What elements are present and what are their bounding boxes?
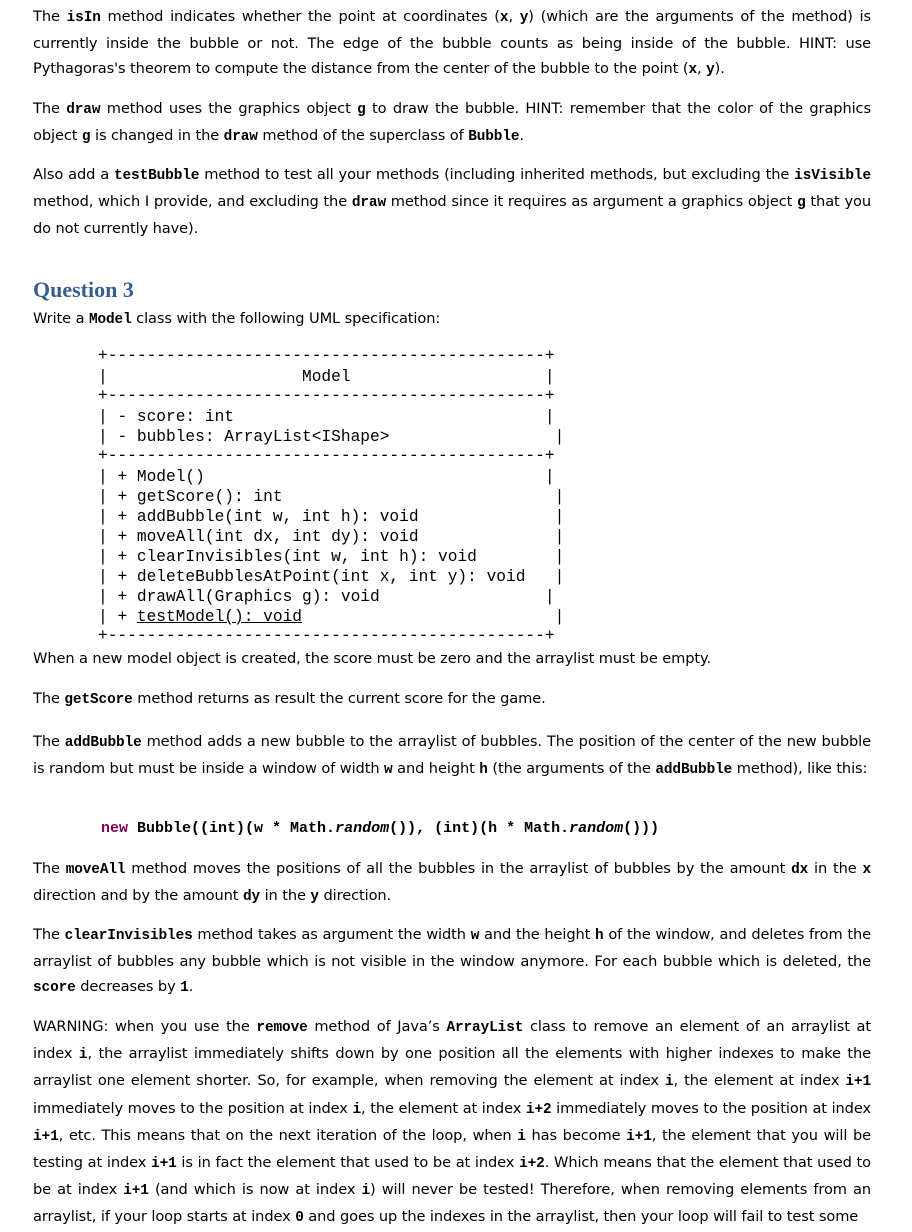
- code-i: i: [352, 1101, 362, 1118]
- text: method, which I provide, and excluding the: [33, 193, 352, 211]
- code-method: random: [569, 820, 624, 837]
- code-zero: 0: [295, 1210, 304, 1227]
- uml-method-row: | + drawAll(Graphics g): void |: [98, 588, 555, 606]
- text: , the element at index: [673, 1072, 846, 1090]
- code-i: i: [665, 1074, 674, 1091]
- text: that you do not currently have).: [33, 193, 871, 238]
- text: has become: [525, 1126, 627, 1144]
- code-i: i: [361, 1183, 370, 1200]
- code-clearinvisibles: clearInvisibles: [64, 928, 193, 944]
- code-w: w: [470, 928, 480, 944]
- text: , the element at index: [361, 1099, 526, 1117]
- uml-field-row: | - score: int |: [98, 408, 555, 426]
- text: (and which is now at index: [148, 1181, 362, 1199]
- code-score: score: [33, 980, 76, 997]
- uml-method-row: | + getScore(): int |: [98, 488, 565, 506]
- text: The: [33, 690, 65, 707]
- text: ) will never be tested! Therefore, when removing elements from an arraylist, if your loop starts at index: [33, 1181, 871, 1226]
- code-h: h: [479, 762, 488, 779]
- uml-method: + clearInvisibles(int w, int h): void: [117, 548, 477, 566]
- code-i-plus-1: i+1: [626, 1128, 652, 1145]
- code-part: ()), (int)(h * Math.: [389, 820, 570, 837]
- text: The: [33, 926, 65, 943]
- text: method to test all your methods (including inherited methods, but excluding the: [199, 166, 795, 183]
- text: decreases by: [75, 978, 181, 996]
- code-i-plus-1: i+1: [123, 1183, 149, 1200]
- code-g: g: [81, 129, 91, 146]
- code-draw: draw: [351, 195, 387, 212]
- paragraph-warning: [33, 1014, 871, 1232]
- text: ,: [508, 8, 520, 25]
- text: and height: [392, 760, 480, 778]
- code-draw: draw: [66, 102, 101, 118]
- code-i: i: [78, 1047, 88, 1064]
- uml-border-top: +---------------------------------------------+: [98, 347, 555, 365]
- code-y: y: [706, 62, 715, 79]
- text: . Which means that the element that used to be at index: [33, 1154, 871, 1199]
- text: of the window, and deletes from the arraylist of bubbles any bubble which is not visible in the window anymore. For each bubble which is deleted, the: [33, 926, 871, 971]
- text: class with the following UML specification:: [131, 310, 441, 327]
- uml-border: +---------------------------------------------+: [98, 447, 555, 465]
- text: method adds a new bubble to the arraylist of bubbles. The position of the center of the new bubble is random but must be inside a window of width: [33, 733, 871, 778]
- text: in the: [260, 887, 311, 905]
- uml-method-row: | + Model() |: [98, 468, 555, 486]
- uml-field: - bubbles: ArrayList<IShape>: [117, 428, 390, 446]
- text: method moves the positions of all the bubbles in the arraylist of bubbles by the amount: [125, 860, 792, 877]
- code-x: x: [688, 62, 697, 79]
- text: method), like this:: [732, 760, 868, 778]
- code-g: g: [357, 102, 366, 118]
- text: direction and by the amount: [33, 887, 243, 905]
- code-part: ())): [623, 820, 660, 837]
- text: WARNING: when you use the: [33, 1018, 257, 1035]
- code-one: 1: [180, 980, 189, 997]
- uml-method: + Model(): [117, 468, 205, 486]
- code-i: i: [517, 1128, 526, 1145]
- text: , the element that you will be testing at index: [33, 1126, 871, 1172]
- code-dy: dy: [242, 889, 261, 906]
- code-moveall: moveAll: [65, 862, 126, 878]
- code-testbubble: testBubble: [113, 168, 200, 184]
- code-w: w: [384, 762, 393, 779]
- text: The: [33, 860, 66, 877]
- code-i-plus-2: i+2: [525, 1101, 552, 1118]
- text: Write a: [33, 310, 89, 327]
- code-example: [101, 820, 659, 837]
- text: direction.: [318, 887, 392, 905]
- code-model: Model: [88, 312, 132, 328]
- code-h: h: [595, 928, 604, 944]
- text: .: [188, 978, 194, 996]
- paragraph-addbubble: [33, 729, 871, 783]
- text: , etc. This means that on the next iteration of the loop, when: [58, 1126, 518, 1144]
- text: and the height: [479, 926, 596, 943]
- uml-static-method: testModel(): void: [136, 608, 303, 626]
- uml-method: + deleteBubblesAtPoint(int x, int y): void: [117, 568, 526, 586]
- text: , the arraylist immediately shifts down by one position all the elements with higher indexes to make the arraylist one element shorter. So, for example, when removing the element at index: [33, 1045, 872, 1090]
- text: in the: [808, 860, 863, 877]
- uml-method-row: | + deleteBubblesAtPoint(int x, int y): void |: [98, 568, 565, 586]
- text: The: [33, 8, 67, 25]
- text: class to remove an element of an arraylist at index: [33, 1018, 871, 1063]
- text: and goes up the indexes in the arraylist, then your loop will fail to test some: [303, 1208, 859, 1226]
- code-part: Bubble((int)(w * Math.: [128, 820, 336, 837]
- uml-method-row: | + addBubble(int w, int h): void |: [98, 508, 565, 526]
- code-bubble: Bubble: [468, 129, 520, 146]
- code-keyword: new: [101, 820, 129, 837]
- code-arraylist: ArrayList: [446, 1020, 524, 1036]
- text: method uses the graphics object: [100, 100, 358, 117]
- code-isvisible: isVisible: [794, 168, 871, 184]
- text: ,: [696, 60, 707, 78]
- uml-method-row: | + moveAll(int dx, int dy): void |: [98, 528, 565, 546]
- code-dx: dx: [791, 862, 809, 878]
- text: method of Java’s: [307, 1018, 447, 1035]
- text: (the arguments of the: [487, 760, 656, 778]
- code-y: y: [519, 10, 529, 26]
- text: .: [519, 127, 524, 145]
- uml-method: + moveAll(int dx, int dy): void: [117, 528, 419, 546]
- code-isin: isIn: [66, 10, 101, 26]
- code-method: random: [335, 820, 390, 837]
- text: method indicates whether the point at coordinates (: [100, 8, 500, 25]
- uml-field-row: | - bubbles: ArrayList<IShape> |: [98, 428, 565, 446]
- code-x: x: [499, 10, 509, 26]
- code-g: g: [797, 195, 806, 212]
- code-i-plus-2: i+2: [519, 1156, 545, 1173]
- uml-field: - score: int: [117, 408, 235, 426]
- paragraph-draw: [33, 96, 871, 150]
- text: to draw the bubble. HINT: remember that the color of the graphics object: [33, 100, 871, 145]
- text: method of the superclass of: [257, 127, 469, 145]
- text: method takes as argument the width: [192, 926, 471, 943]
- paragraph-getscore: [33, 686, 871, 713]
- text: is in fact the element that used to be at index: [176, 1154, 520, 1172]
- text: The: [33, 100, 67, 117]
- uml-method: + drawAll(Graphics g): void: [117, 588, 380, 606]
- uml-method-row: | + clearInvisibles(int w, int h): void |: [98, 548, 565, 566]
- text: ) (which are the arguments of the method) is currently inside the bubble or not. The edge of the bubble counts as being inside of the bubble. HINT: use Pythagoras's theorem to compute the distance from the center of the bubble to the point (: [33, 8, 872, 78]
- uml-method: + getScore(): int: [117, 488, 283, 506]
- paragraph-clearinvisibles: [33, 922, 871, 1002]
- code-x: x: [862, 862, 871, 878]
- text: is changed in the: [90, 127, 224, 145]
- paragraph-isin: [33, 4, 871, 84]
- question-heading: Question 3: [33, 277, 134, 302]
- code-i-plus-1: i+1: [33, 1128, 59, 1145]
- paragraph-testbubble: [33, 162, 871, 242]
- text: method returns as result the current score for the game.: [132, 690, 546, 707]
- text: The: [33, 733, 65, 750]
- text: immediately moves to the position at index: [33, 1099, 353, 1117]
- code-remove: remove: [256, 1020, 308, 1036]
- uml-class-row: | Model |: [98, 368, 555, 386]
- uml-static-prefix: +: [117, 608, 137, 626]
- code-getscore: getScore: [64, 692, 133, 708]
- paragraph-new-model: When a new model object is created, the score must be zero and the arraylist must be empty.: [33, 650, 712, 667]
- code-i-plus-1: i+1: [151, 1156, 177, 1173]
- code-draw: draw: [223, 129, 258, 146]
- uml-method-row: | + testModel(): void |: [98, 608, 565, 626]
- uml-method: + addBubble(int w, int h): void: [117, 508, 419, 526]
- code-addbubble: addBubble: [655, 762, 733, 779]
- uml-border-bottom: +---------------------------------------------+: [98, 627, 555, 645]
- uml-border: +---------------------------------------------+: [98, 387, 555, 405]
- text: immediately moves to the position at index: [551, 1099, 872, 1117]
- text: ).: [714, 60, 725, 78]
- paragraph-moveall: [33, 856, 871, 910]
- text: method since it requires as argument a graphics object: [386, 193, 798, 211]
- uml-class-name: Model: [302, 368, 351, 386]
- code-i-plus-1: i+1: [845, 1074, 871, 1091]
- paragraph-intro: [33, 306, 871, 333]
- code-addbubble: addBubble: [64, 735, 142, 751]
- text: Also add a: [33, 166, 114, 183]
- code-y: y: [310, 889, 319, 906]
